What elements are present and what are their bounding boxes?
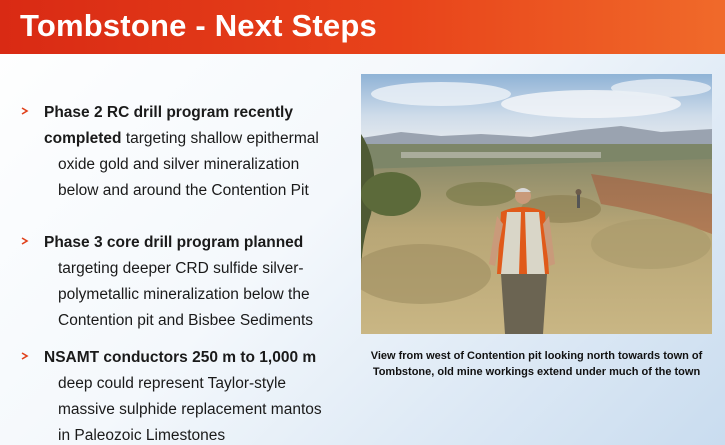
bullet-line: targeting shallow epithermal — [121, 130, 319, 147]
bullet-line: Contention pit and Bisbee Sediments — [58, 312, 314, 329]
bullet-line: massive sulphide replacement mantos — [58, 401, 322, 418]
landscape-photo — [361, 74, 712, 334]
photo-illustration — [361, 74, 712, 334]
bullet-line: below and around the Contention Pit — [58, 182, 309, 199]
bullet-line: in Paleozoic Limestones — [58, 427, 226, 444]
photo-caption — [361, 348, 712, 380]
caption-line: Tombstone, old mine workings extend under much of the town — [372, 366, 701, 378]
slide-title: Tombstone - Next Steps — [20, 8, 377, 43]
title-bar — [0, 0, 725, 54]
bullet-text — [44, 230, 364, 334]
caption-line: View from west of Contention pit looking north towards town of — [370, 350, 703, 362]
bullet-bold: Phase 3 core drill program planned — [44, 234, 304, 251]
bullet-line: polymetallic mineralization below the — [58, 286, 310, 303]
bullet-text — [44, 345, 364, 445]
bullet-bold: Phase 2 RC drill program recently — [44, 104, 293, 121]
bullet-text — [44, 100, 364, 204]
bullet-line: targeting deeper CRD sulfide silver- — [58, 260, 304, 277]
bullet-bold: completed — [44, 130, 122, 147]
arrow-bullet-icon — [20, 236, 30, 246]
bullet-line: deep could represent Taylor-style — [58, 375, 287, 392]
arrow-bullet-icon — [20, 106, 30, 116]
bullet-line: oxide gold and silver mineralization — [58, 156, 300, 173]
bullet-bold: NSAMT conductors 250 m to 1,000 m — [44, 349, 317, 366]
arrow-bullet-icon — [20, 351, 30, 361]
